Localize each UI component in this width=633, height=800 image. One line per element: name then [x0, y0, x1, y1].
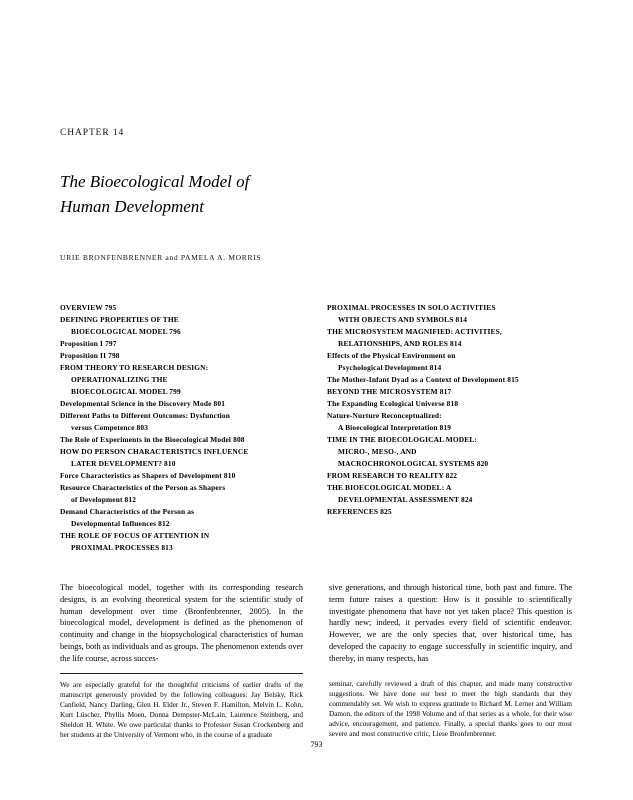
toc-entry[interactable]: BIOECOLOGICAL MODEL 799	[71, 387, 181, 397]
toc-entry[interactable]: BIOECOLOGICAL MODEL 796	[71, 327, 181, 337]
toc-entry[interactable]: OPERATIONALIZING THE	[71, 375, 168, 385]
toc-entry[interactable]: BEYOND THE MICROSYSTEM 817	[327, 387, 452, 397]
toc-entry[interactable]: Force Characteristics as Shapers of Development 810	[60, 471, 236, 481]
toc-entry[interactable]: RELATIONSHIPS, AND ROLES 814	[338, 339, 462, 349]
toc-entry[interactable]: REFERENCES 825	[327, 507, 392, 517]
toc-entry[interactable]: Psychological Development 814	[338, 363, 442, 373]
toc-entry[interactable]: Nature-Nurture Reconceptualized:	[327, 411, 442, 421]
toc-entry[interactable]: Proposition I 797	[60, 339, 117, 349]
toc-entry[interactable]: THE MICROSYSTEM MAGNIFIED: ACTIVITIES,	[327, 327, 502, 337]
toc-entry[interactable]: MICRO-, MESO-, AND	[338, 447, 417, 457]
toc-entry[interactable]: of Development 812	[71, 495, 137, 505]
toc-entry[interactable]: DEVELOPMENTAL ASSESSMENT 824	[338, 495, 473, 505]
body-paragraph-left: The bioecological model, together with its corresponding research designs, is an evolving theoretical system for the scientific study of human development over time (Bronfenbrenner, 2005). In the bioecological model, development is defined as the phenomenon of continuity and change in the biopsychological characteristics of human beings, both as individuals and as groups. The phenomenon extends over the life course, across succes-	[60, 582, 303, 663]
body-column-left	[60, 582, 303, 741]
toc-entry[interactable]: HOW DO PERSON CHARACTERISTICS INFLUENCE	[60, 447, 249, 457]
table-of-contents	[60, 302, 572, 554]
toc-entry[interactable]: PROXIMAL PROCESSES IN SOLO ACTIVITIES	[327, 303, 496, 313]
body-columns	[60, 582, 572, 741]
page-number: 793	[310, 740, 323, 749]
body-paragraph-right: sive generations, and through historical time, both past and future. The term future raises a question: How is it possible to scientifically investigate phenomena that have not yet taken place? This question is hardly new; indeed, it pervades every field of scientific endeavor. However, we are the only species that, over historical time, has developed the capacity to engage successfully in scientific inquiry, and thereby, in many respects, has	[329, 582, 572, 663]
toc-entry[interactable]: A Bioecological Interpretation 819	[338, 423, 452, 433]
toc-entry[interactable]: Demand Characteristics of the Person as	[60, 507, 195, 517]
toc-entry[interactable]: THE BIOECOLOGICAL MODEL: A	[327, 483, 452, 493]
toc-entry[interactable]: The Role of Experiments in the Bioecological Model 808	[60, 435, 245, 445]
toc-entry[interactable]: The Expanding Ecological Universe 818	[327, 399, 459, 409]
toc-entry[interactable]: FROM THEORY TO RESEARCH DESIGN:	[60, 363, 209, 373]
toc-entry[interactable]: DEFINING PROPERTIES OF THE	[60, 315, 179, 325]
chapter-title-line1: The Bioecological Model of	[60, 172, 250, 191]
authors: URIE BRONFENBRENNER and PAMELA A. MORRIS	[60, 253, 262, 263]
toc-column-left	[60, 302, 303, 554]
footnote-right: seminar, carefully reviewed a draft of this chapter, and made many constructive suggestions. We have done our best to meet the high standards that they commendably set. We wish to express gratitude to Richard M. Lerner and William Damon, the editors of the 1998 Volume and of that series as a whole, for their wise advice, encouragement, and patience. Finally, a special thanks goes to our most severe and most constructive critic, Liese Bronfenbrenner.	[329, 680, 572, 739]
toc-entry[interactable]: Resource Characteristics of the Person as Shapers	[60, 483, 226, 493]
toc-column-right	[327, 302, 570, 518]
toc-entry[interactable]: MACROCHRONOLOGICAL SYSTEMS 820	[338, 459, 489, 469]
toc-entry[interactable]: FROM RESEARCH TO REALITY 822	[327, 471, 458, 481]
toc-entry[interactable]: versus Competence 803	[71, 423, 149, 433]
toc-entry[interactable]: WITH OBJECTS AND SYMBOLS 814	[338, 315, 468, 325]
toc-entry[interactable]: Proposition II 798	[60, 351, 120, 361]
page-title	[60, 170, 572, 219]
footnote-rule	[60, 673, 303, 674]
toc-entry[interactable]: THE ROLE OF FOCUS OF ATTENTION IN	[60, 530, 210, 540]
footnote-left: We are especially grateful for the thoughtful criticisms of earlier drafts of the manuscript generously provided by the following colleagues: Jay Belsky, Rick Canfield, Nancy Darling, Glen H. Elder Jr., Steven F. Hamilton, Melvin L. Kohn, Kurt Lüscher, Phyllis Moen, Donna Dempster-McLain, Laurence Steinberg, and Sheldon H. White. We owe particular thanks to Professor Susan Crockenberg and her students at the University of Vermont who, in the course of a graduate	[60, 681, 303, 740]
toc-entry[interactable]: The Mother-Infant Dyad as a Context of Development 815	[327, 375, 519, 385]
toc-entry[interactable]: OVERVIEW 795	[60, 303, 117, 313]
toc-entry[interactable]: PROXIMAL PROCESSES 813	[71, 542, 173, 552]
toc-entry[interactable]: TIME IN THE BIOECOLOGICAL MODEL:	[327, 435, 478, 445]
toc-entry[interactable]: LATER DEVELOPMENT? 810	[71, 459, 176, 469]
chapter-title-line2: Human Development	[60, 196, 204, 216]
toc-entry[interactable]: Developmental Science in the Discovery Mode 801	[60, 399, 226, 409]
chapter-label: CHAPTER 14	[60, 128, 125, 138]
body-column-right	[329, 582, 572, 740]
toc-entry[interactable]: Developmental Influences 812	[71, 519, 170, 528]
toc-entry[interactable]: Effects of the Physical Environment on	[327, 351, 456, 361]
toc-entry[interactable]: Different Paths to Different Outcomes: Dysfunction	[60, 411, 230, 421]
page-content	[60, 128, 572, 741]
